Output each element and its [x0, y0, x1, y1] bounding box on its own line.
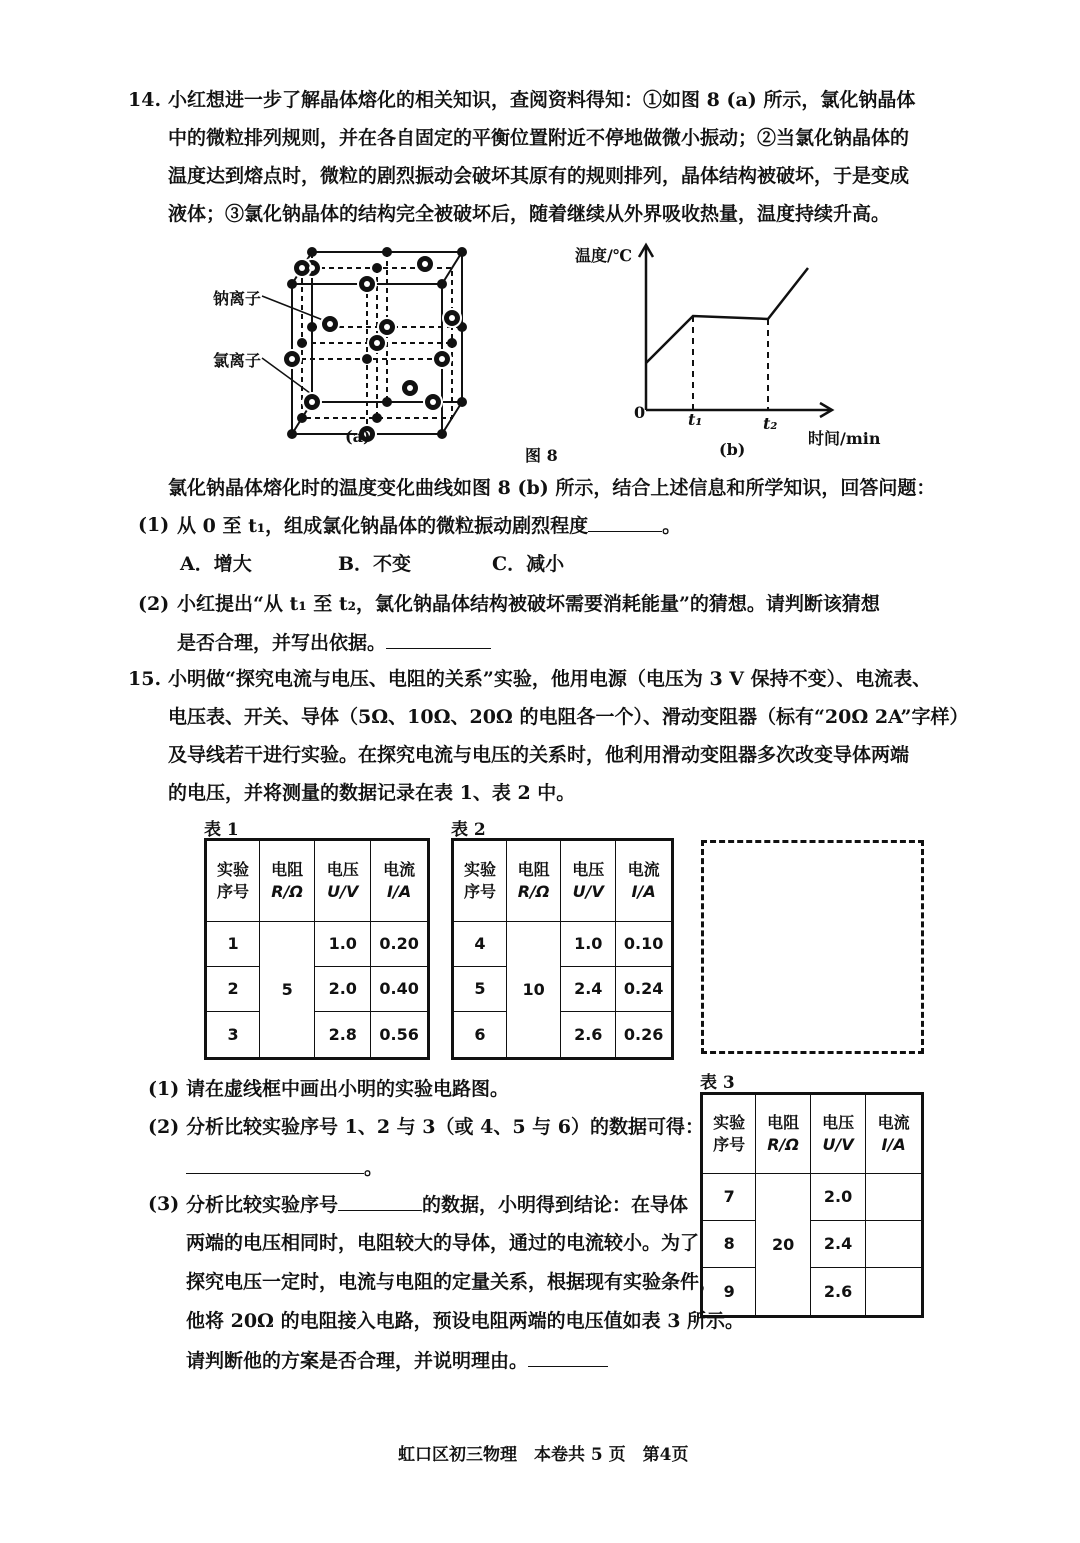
table1-i-1: 0.20 — [371, 922, 429, 967]
table2-seq-5: 5 — [453, 966, 507, 1011]
q15-sub1-number: (1) — [148, 1078, 180, 1100]
table-row — [453, 922, 673, 967]
table3-header-u: 电压 U/V — [810, 1094, 865, 1174]
table3-header-seq: 实验 序号 — [702, 1094, 756, 1174]
table1-seq-2: 2 — [206, 966, 260, 1011]
page-footer: 虹口区初三物理 本卷共 5 页 第4页 — [398, 1445, 689, 1465]
table1-seq-1: 1 — [206, 922, 260, 967]
table1-header-u: 电压 U/V — [315, 840, 371, 922]
graph-t1-label: t₁ — [688, 410, 703, 429]
q14-sub1-end: 。 — [662, 515, 682, 537]
table2-seq-6: 6 — [453, 1011, 507, 1058]
table3 — [700, 1092, 924, 1318]
q14-sub1-number: (1) — [138, 514, 170, 536]
q15-sub3-line-5 — [186, 1346, 608, 1375]
q15-sub2-text: 分析比较实验序号 1、2 与 3（或 4、5 与 6）的数据可得： — [186, 1116, 705, 1138]
q14-line-1: 小红想进一步了解晶体熔化的相关知识，查阅资料得知：①如图 8 (a) 所示，氯化钠晶体 — [168, 89, 916, 111]
table2-u-4: 1.0 — [561, 922, 616, 967]
q15-sub3-last: 请判断他的方案是否合理，并说明理由。 — [186, 1350, 529, 1372]
q15-line-3: 及导线若干进行实验。在探究电流与电压的关系时，他利用滑动变阻器多次改变导体两端 — [168, 744, 910, 766]
table3-header-i: 电流 I/A — [866, 1094, 923, 1174]
graph-t2-label: t₂ — [763, 414, 778, 433]
q14-sub1-question — [177, 511, 681, 540]
table3-seq-7: 7 — [702, 1174, 756, 1221]
table1-u-1: 1.0 — [315, 922, 371, 967]
table1-header-seq: 实验 序号 — [206, 840, 260, 922]
table-row — [206, 1011, 429, 1058]
q15-sub2-answer — [186, 1153, 383, 1182]
table2-u-5: 2.4 — [561, 966, 616, 1011]
table2-resistance: 10 — [506, 922, 560, 1059]
q14-intro: 氯化钠晶体熔化时的温度变化曲线如图 8 (b) 所示，结合上述信息和所学知识，回答问题： — [168, 477, 936, 499]
table1-header-i: 电流 I/A — [371, 840, 429, 922]
table1 — [204, 838, 430, 1060]
q15-line-1: 小明做“探究电流与电压、电阻的关系”实验，他用电源（电压为 3 V 保持不变）、电流表、 — [168, 668, 932, 690]
table3-i-8-blank[interactable] — [866, 1220, 923, 1267]
label-chloride-ion: 氯离子 — [213, 351, 262, 370]
table2 — [451, 838, 674, 1060]
q14-option-a: A．增大 — [180, 553, 252, 575]
graph-origin: 0 — [634, 403, 646, 422]
figure-8b-caption: (b) — [719, 440, 746, 459]
table-row — [206, 922, 429, 967]
table1-u-2: 2.0 — [315, 966, 371, 1011]
table2-header-r: 电阻 R/Ω — [506, 840, 560, 922]
q15-sub3-line-1 — [186, 1190, 688, 1219]
circuit-diagram-answer-box[interactable] — [701, 840, 924, 1054]
q14-sub2-line-1: 小红提出“从 t₁ 至 t₂，氯化钠晶体结构被破坏需要消耗能量”的猜想。请判断该猜想 — [177, 593, 880, 615]
q15-sub3-line-3: 探究电压一定时，电流与电阻的定量关系，根据现有实验条件， — [186, 1271, 719, 1293]
q15-sub3-number: (3) — [148, 1193, 180, 1215]
table2-i-5: 0.24 — [616, 966, 673, 1011]
table2-u-6: 2.6 — [561, 1011, 616, 1058]
table2-header-u: 电压 U/V — [561, 840, 616, 922]
table3-u-7: 2.0 — [810, 1174, 865, 1221]
table1-i-3: 0.56 — [371, 1011, 429, 1058]
q15-sub3-line-4: 他将 20Ω 的电阻接入电路，预设电阻两端的电压值如表 3 所示。 — [186, 1310, 745, 1332]
q15-number: 15. — [128, 668, 162, 690]
table2-header-seq: 实验 序号 — [453, 840, 507, 922]
table3-resistance: 20 — [756, 1174, 811, 1317]
q14-line-3: 温度达到熔点时，微粒的剧烈振动会破坏其原有的规则排列，晶体结构被破坏，于是变成 — [168, 165, 910, 187]
figure-8b-temperature-graph — [620, 235, 840, 425]
q14-number: 14. — [128, 89, 162, 111]
q14-line-2: 中的微粒排列规则，并在各自固定的平衡位置附近不停地做微小振动；②当氯化钠晶体的 — [168, 127, 910, 149]
graph-y-label: 温度/℃ — [575, 246, 633, 265]
table1-caption: 表 1 — [204, 820, 239, 840]
table-row — [206, 966, 429, 1011]
q15-sub3-after: 的数据，小明得到结论：在导体 — [422, 1194, 689, 1216]
q15-sub3-line-2: 两端的电压相同时，电阻较大的导体，通过的电流较小。为了 — [186, 1232, 700, 1254]
table3-seq-8: 8 — [702, 1220, 756, 1267]
q14-sub1-text: 从 0 至 t₁，组成氯化钠晶体的微粒振动剧烈程度 — [177, 515, 589, 537]
table2-i-6: 0.26 — [616, 1011, 673, 1058]
table3-u-8: 2.4 — [810, 1220, 865, 1267]
table3-i-9-blank[interactable] — [866, 1267, 923, 1316]
q14-sub2-line-2 — [177, 628, 491, 657]
q15-sub3-before: 分析比较实验序号 — [186, 1194, 339, 1216]
q14-sub1-answer-blank[interactable] — [588, 511, 662, 532]
table1-u-3: 2.8 — [315, 1011, 371, 1058]
q14-option-b: B．不变 — [338, 553, 412, 575]
q15-line-4: 的电压，并将测量的数据记录在表 1、表 2 中。 — [168, 782, 576, 804]
q15-sub2-end: 。 — [364, 1157, 384, 1179]
q14-line-4: 液体；③氯化钠晶体的结构完全被破坏后，随着继续从外界吸收热量，温度持续升高。 — [168, 203, 891, 225]
table2-seq-4: 4 — [453, 922, 507, 967]
table-row — [453, 966, 673, 1011]
table1-resistance: 5 — [260, 922, 315, 1059]
table1-i-2: 0.40 — [371, 966, 429, 1011]
table2-header-i: 电流 I/A — [616, 840, 673, 922]
table1-header-r: 电阻 R/Ω — [260, 840, 315, 922]
q14-option-c: C．减小 — [492, 553, 565, 575]
q14-sub2-text: 是否合理，并写出依据。 — [177, 632, 387, 654]
q15-line-2: 电压表、开关、导体（5Ω、10Ω、20Ω 的电阻各一个）、滑动变阻器（标有“20Ω 2A”字样） — [168, 706, 969, 728]
table2-i-4: 0.10 — [616, 922, 673, 967]
table-row — [702, 1220, 923, 1267]
q15-sub2-number: (2) — [148, 1116, 180, 1138]
table3-i-7-blank[interactable] — [866, 1174, 923, 1221]
table3-caption: 表 3 — [700, 1073, 735, 1093]
q15-sub2-answer-blank[interactable] — [186, 1153, 364, 1174]
table-row — [702, 1174, 923, 1221]
table3-header-r: 电阻 R/Ω — [756, 1094, 811, 1174]
figure-8a-crystal-lattice — [200, 238, 480, 453]
table3-seq-9: 9 — [702, 1267, 756, 1316]
q14-sub2-number: (2) — [138, 593, 170, 615]
table1-seq-3: 3 — [206, 1011, 260, 1058]
table-row — [453, 1011, 673, 1058]
graph-x-label: 时间/min — [808, 429, 881, 448]
q14-sub2-answer-blank[interactable] — [386, 628, 491, 649]
figure-8-caption: 图 8 — [525, 446, 558, 465]
table2-caption: 表 2 — [451, 820, 486, 840]
q15-sub1-text: 请在虚线框中画出小明的实验电路图。 — [186, 1078, 510, 1100]
q15-sub3-answer-blank-2[interactable] — [528, 1346, 608, 1367]
temperature-curve — [646, 268, 808, 363]
q15-sub3-answer-blank-1[interactable] — [338, 1190, 422, 1211]
table3-u-9: 2.6 — [810, 1267, 865, 1316]
label-sodium-ion: 钠离子 — [213, 289, 262, 308]
figure-8a-caption: (a) — [345, 427, 371, 446]
